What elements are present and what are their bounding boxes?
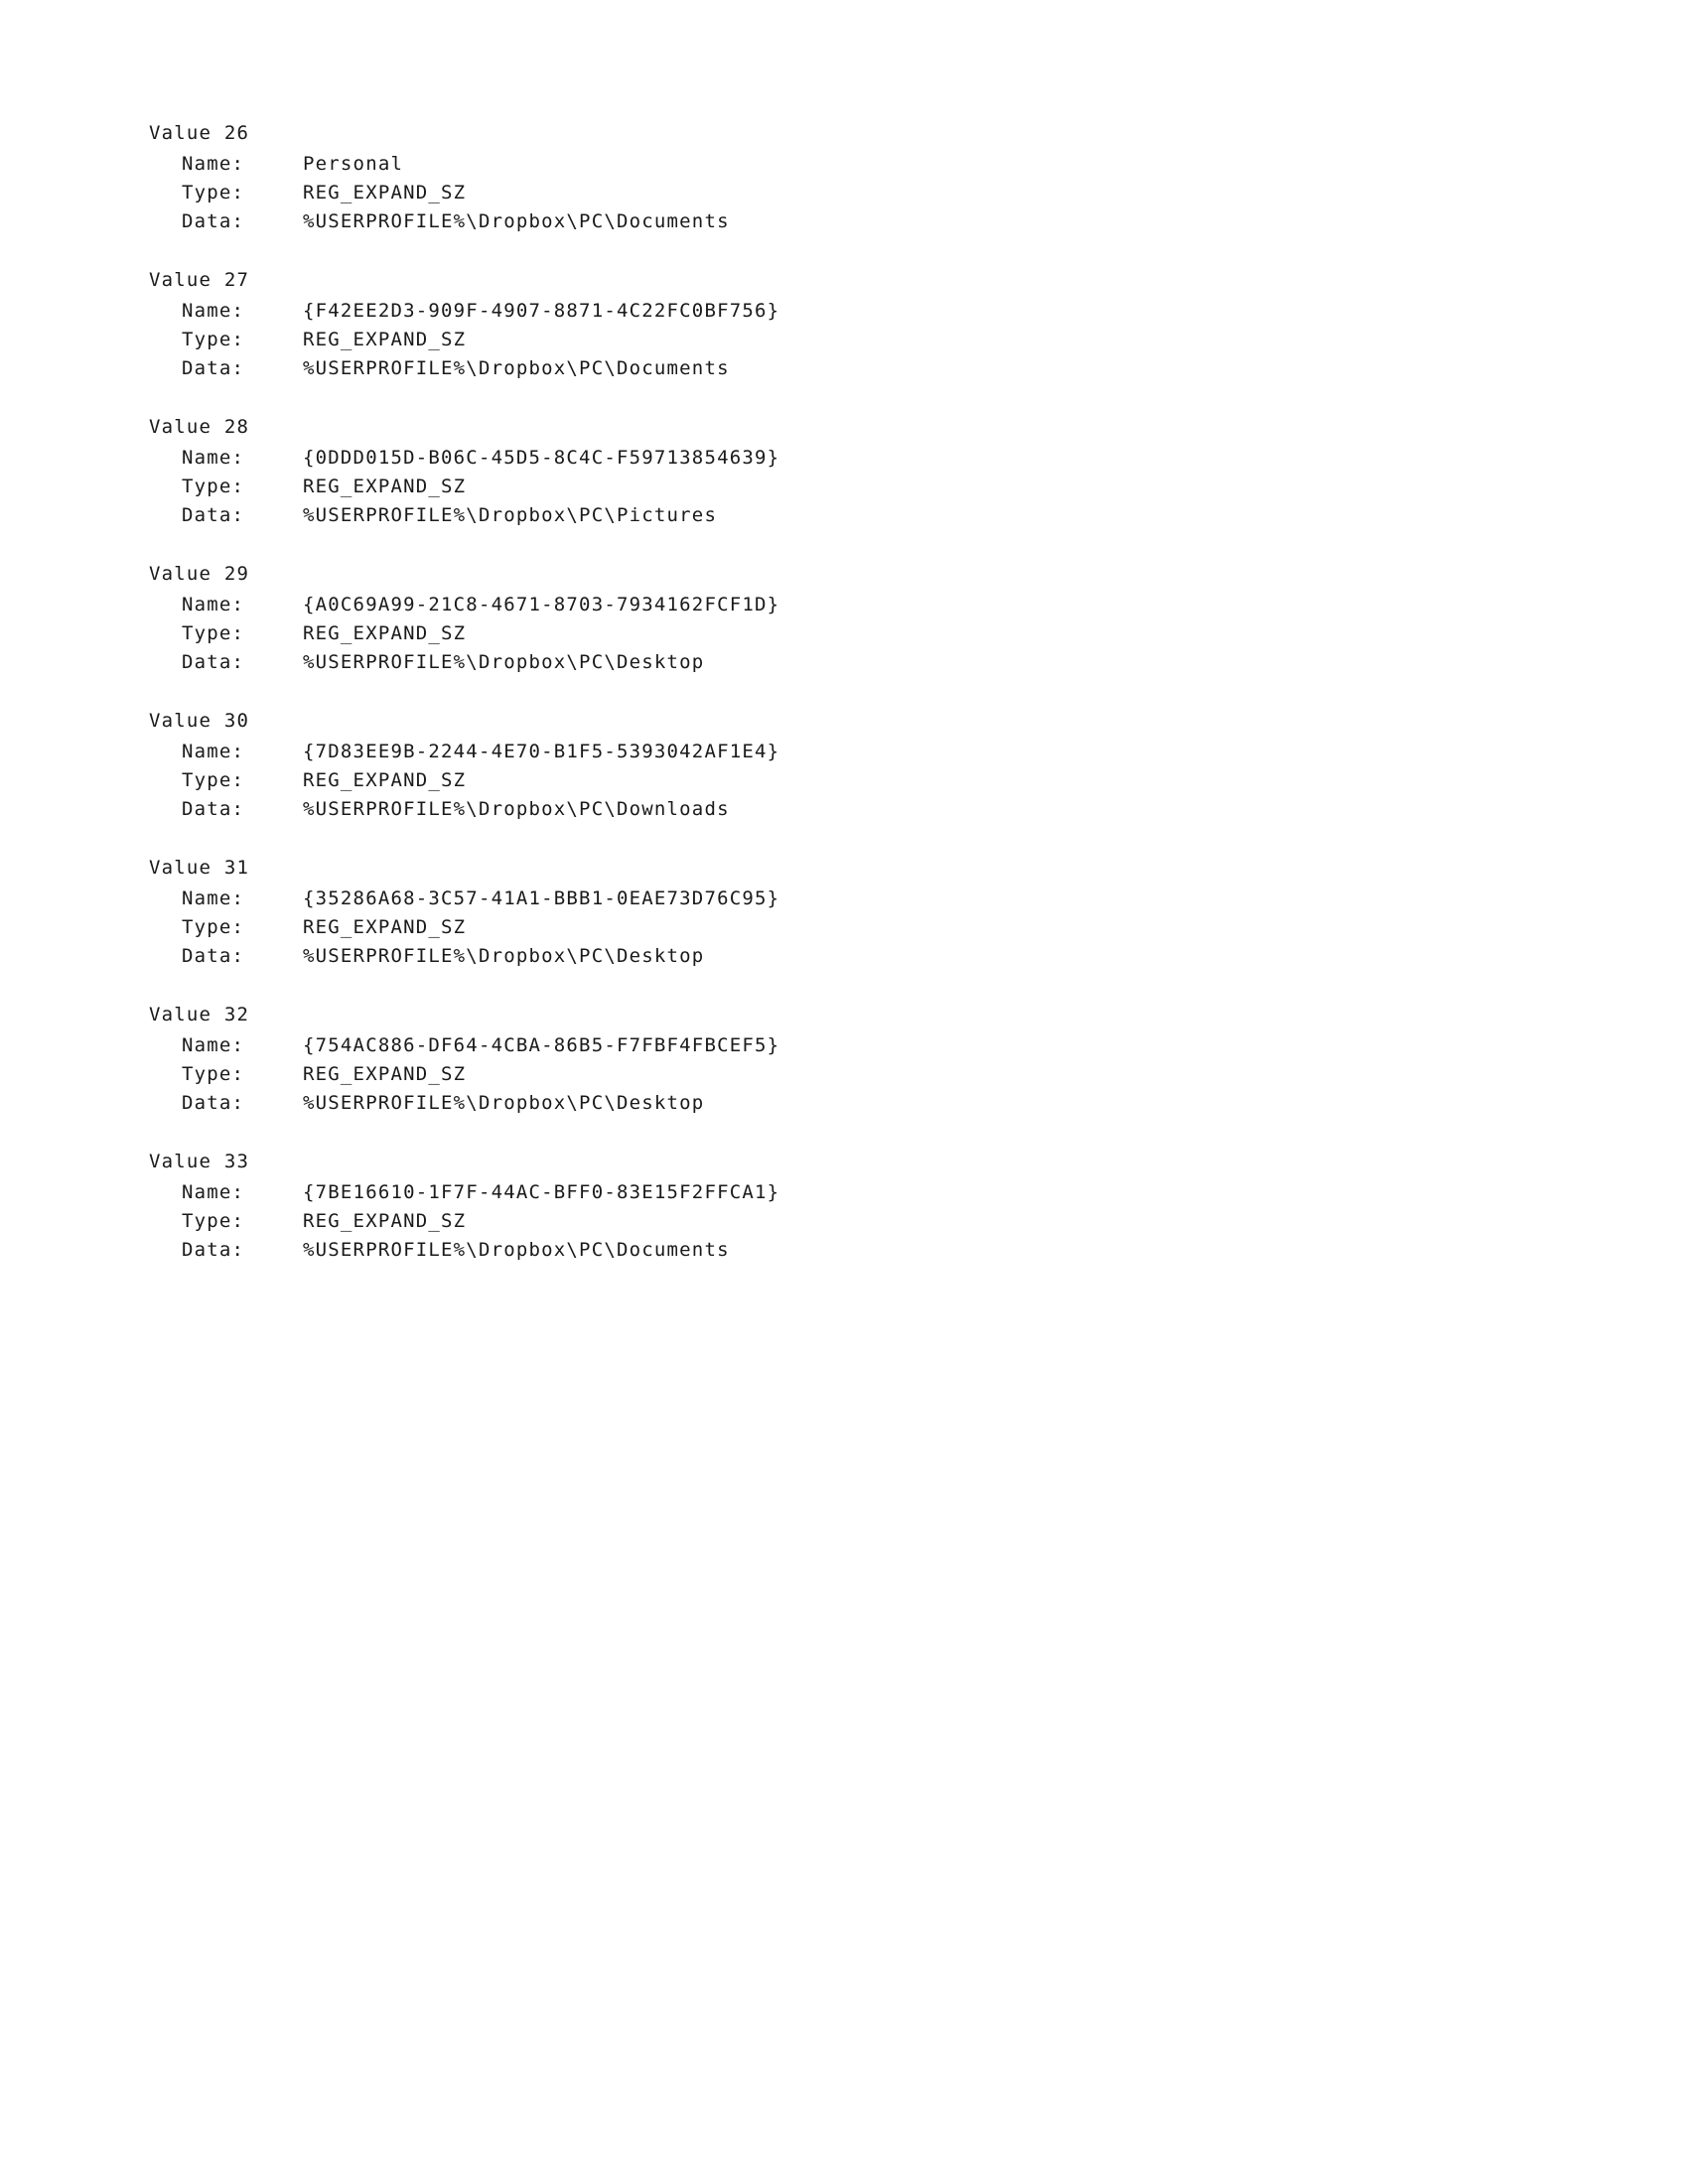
name-label: Name: — [182, 594, 245, 615]
name-value: {7D83EE9B-2244-4E70-B1F5-5393042AF1E4} — [303, 741, 780, 762]
name-value: {F42EE2D3-909F-4907-8871-4C22FC0BF756} — [303, 300, 780, 322]
name-label: Name: — [182, 447, 245, 469]
name-value: Personal — [303, 153, 404, 175]
data-value: %USERPROFILE%\Dropbox\PC\Downloads — [303, 798, 730, 820]
data-value: %USERPROFILE%\Dropbox\PC\Documents — [303, 1239, 730, 1261]
registry-value-entry — [149, 119, 1539, 236]
value-data-row — [149, 648, 1539, 677]
value-data-row — [149, 501, 1539, 530]
type-label: Type: — [182, 1063, 245, 1085]
name-value: {754AC886-DF64-4CBA-86B5-F7FBF4FBCEF5} — [303, 1034, 780, 1056]
data-value: %USERPROFILE%\Dropbox\PC\Desktop — [303, 1092, 705, 1114]
value-entry-header: Value 33 — [149, 1151, 250, 1172]
value-type-row — [149, 766, 1539, 795]
type-label: Type: — [182, 769, 245, 791]
type-value: REG_EXPAND_SZ — [303, 476, 467, 497]
value-name-row — [149, 1031, 1539, 1060]
type-label: Type: — [182, 622, 245, 644]
type-label: Type: — [182, 329, 245, 350]
value-data-row — [149, 1236, 1539, 1265]
data-label: Data: — [182, 1239, 245, 1261]
type-label: Type: — [182, 182, 245, 204]
name-label: Name: — [182, 887, 245, 909]
value-entry-header: Value 26 — [149, 122, 250, 144]
name-label: Name: — [182, 1034, 245, 1056]
name-label: Name: — [182, 1181, 245, 1203]
data-label: Data: — [182, 1092, 245, 1114]
value-entry-header: Value 28 — [149, 416, 250, 438]
value-entry-header: Value 30 — [149, 710, 250, 732]
data-label: Data: — [182, 651, 245, 673]
value-name-row — [149, 591, 1539, 619]
value-type-row — [149, 1060, 1539, 1089]
value-type-row — [149, 1207, 1539, 1236]
name-label: Name: — [182, 153, 245, 175]
registry-value-entry — [149, 1001, 1539, 1118]
type-value: REG_EXPAND_SZ — [303, 329, 467, 350]
value-data-row — [149, 354, 1539, 383]
value-type-row — [149, 326, 1539, 354]
data-value: %USERPROFILE%\Dropbox\PC\Pictures — [303, 504, 718, 526]
value-entry-header: Value 27 — [149, 269, 250, 291]
registry-value-entry — [149, 707, 1539, 824]
value-data-row — [149, 207, 1539, 236]
name-value: {A0C69A99-21C8-4671-8703-7934162FCF1D} — [303, 594, 780, 615]
registry-value-entry — [149, 413, 1539, 530]
type-label: Type: — [182, 1210, 245, 1232]
data-value: %USERPROFILE%\Dropbox\PC\Documents — [303, 357, 730, 379]
value-type-row — [149, 913, 1539, 942]
type-label: Type: — [182, 476, 245, 497]
value-name-row — [149, 1178, 1539, 1207]
registry-value-entry — [149, 560, 1539, 677]
type-value: REG_EXPAND_SZ — [303, 1210, 467, 1232]
data-label: Data: — [182, 798, 245, 820]
value-data-row — [149, 795, 1539, 824]
registry-value-entry — [149, 1148, 1539, 1265]
data-label: Data: — [182, 357, 245, 379]
data-value: %USERPROFILE%\Dropbox\PC\Desktop — [303, 651, 705, 673]
name-label: Name: — [182, 741, 245, 762]
value-name-row — [149, 444, 1539, 473]
type-value: REG_EXPAND_SZ — [303, 1063, 467, 1085]
registry-value-entry — [149, 854, 1539, 971]
value-name-row — [149, 738, 1539, 766]
value-type-row — [149, 179, 1539, 207]
value-entry-header: Value 31 — [149, 857, 250, 879]
data-value: %USERPROFILE%\Dropbox\PC\Desktop — [303, 945, 705, 967]
type-value: REG_EXPAND_SZ — [303, 769, 467, 791]
type-value: REG_EXPAND_SZ — [303, 916, 467, 938]
data-label: Data: — [182, 210, 245, 232]
data-label: Data: — [182, 945, 245, 967]
value-entry-header: Value 32 — [149, 1004, 250, 1025]
value-data-row — [149, 942, 1539, 971]
type-value: REG_EXPAND_SZ — [303, 622, 467, 644]
name-value: {0DDD015D-B06C-45D5-8C4C-F59713854639} — [303, 447, 780, 469]
value-name-row — [149, 885, 1539, 913]
value-entry-header: Value 29 — [149, 563, 250, 585]
value-type-row — [149, 619, 1539, 648]
value-data-row — [149, 1089, 1539, 1118]
value-type-row — [149, 473, 1539, 501]
value-name-row — [149, 150, 1539, 179]
name-value: {7BE16610-1F7F-44AC-BFF0-83E15F2FFCA1} — [303, 1181, 780, 1203]
data-value: %USERPROFILE%\Dropbox\PC\Documents — [303, 210, 730, 232]
value-name-row — [149, 297, 1539, 326]
data-label: Data: — [182, 504, 245, 526]
registry-value-entry — [149, 266, 1539, 383]
name-value: {35286A68-3C57-41A1-BBB1-0EAE73D76C95} — [303, 887, 780, 909]
type-label: Type: — [182, 916, 245, 938]
name-label: Name: — [182, 300, 245, 322]
type-value: REG_EXPAND_SZ — [303, 182, 467, 204]
